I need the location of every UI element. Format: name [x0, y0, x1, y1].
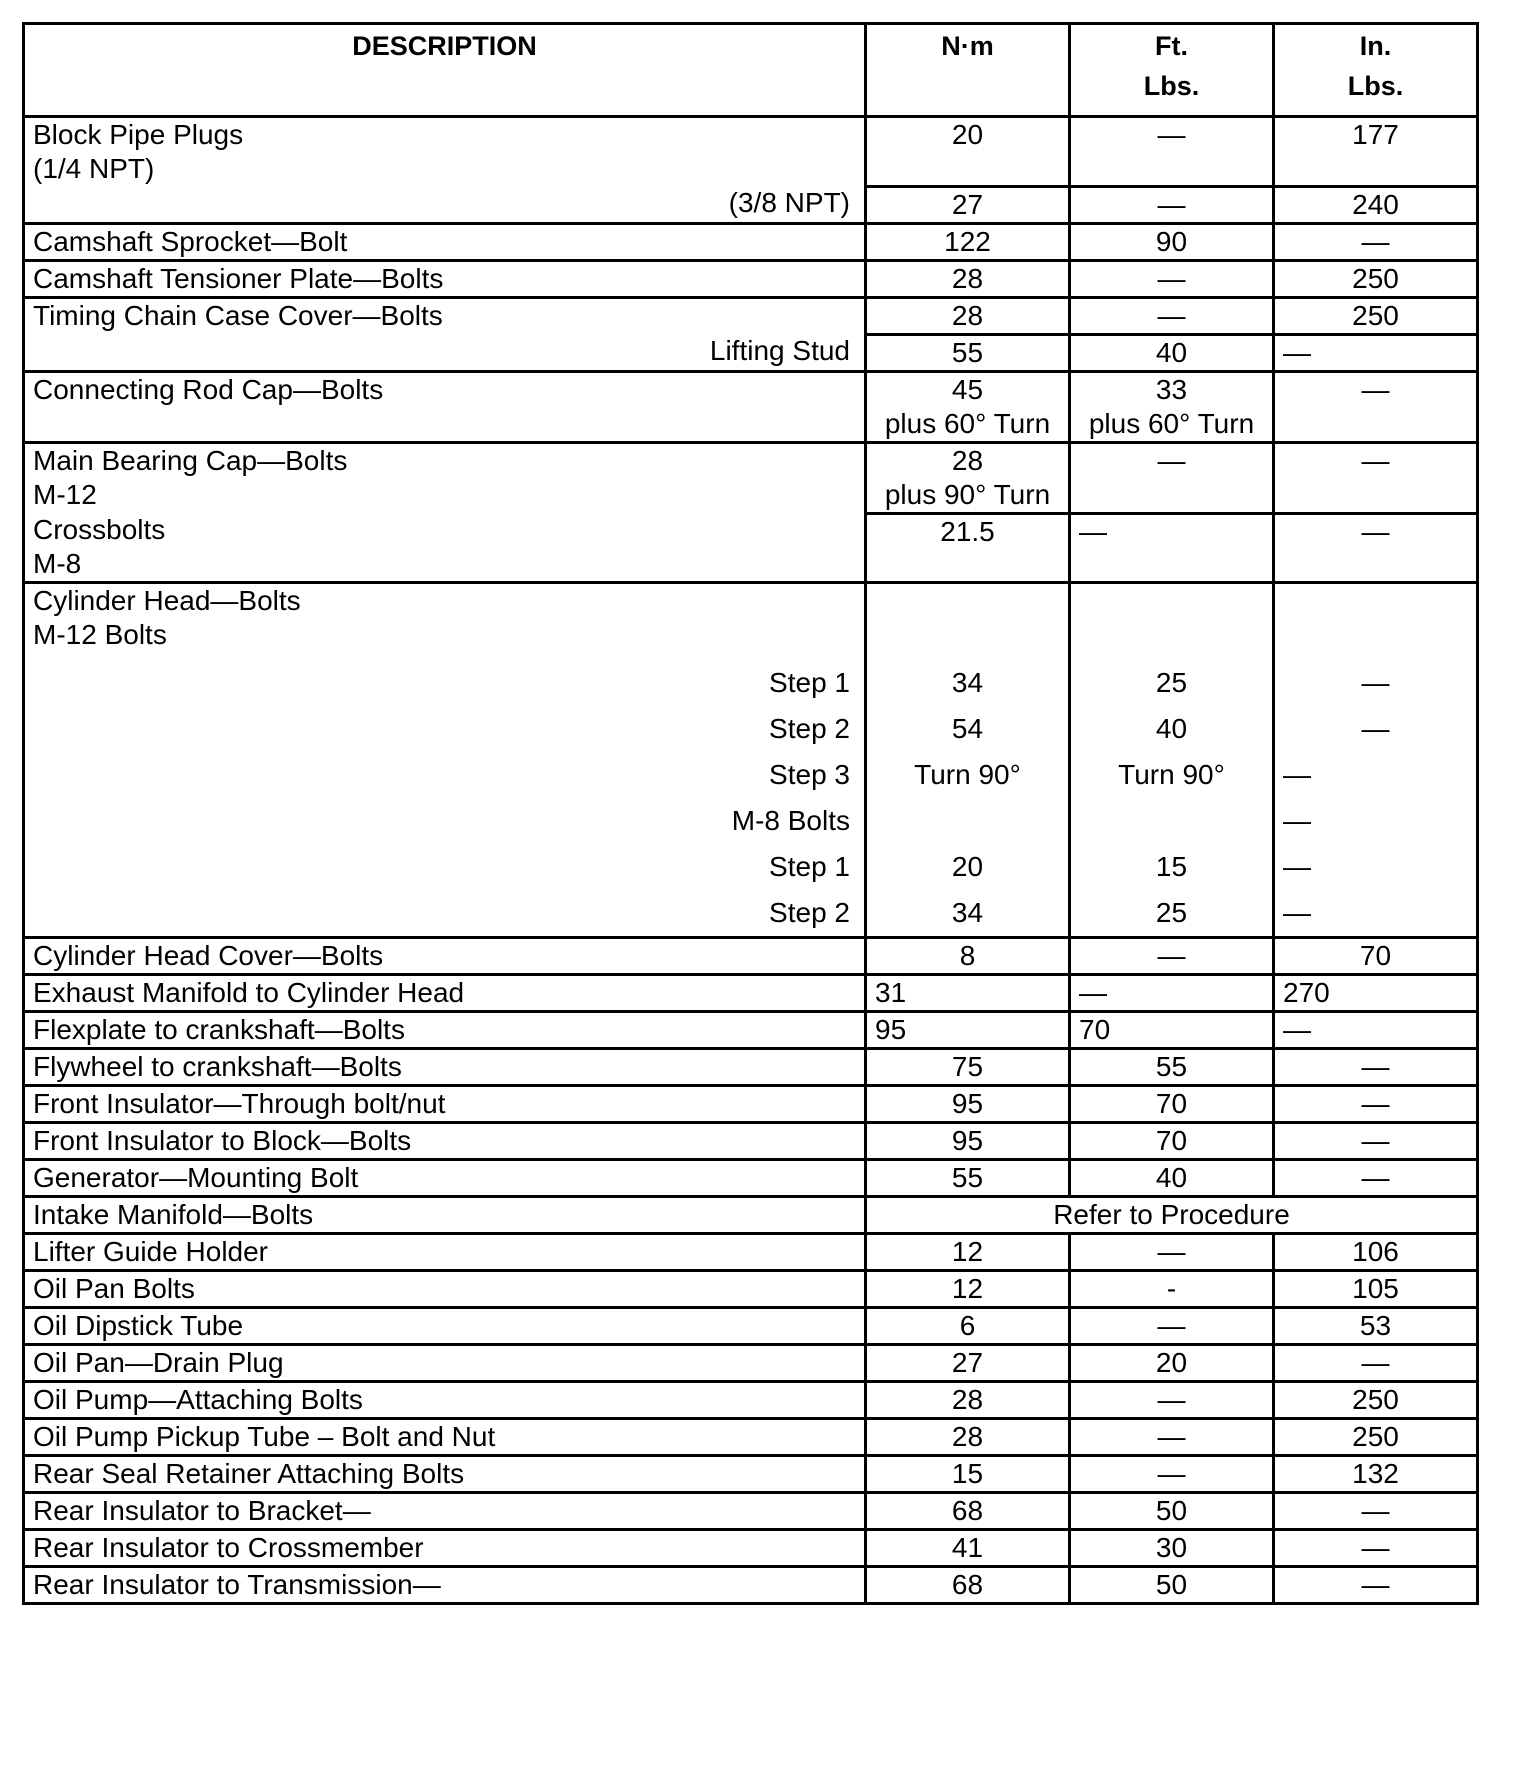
- row-description: Flexplate to crankshaft—Bolts: [24, 1012, 866, 1049]
- row-description: Rear Seal Retainer Attaching Bolts: [24, 1456, 866, 1493]
- ft-value: —: [1070, 260, 1274, 297]
- nm-value: 95: [866, 1012, 1070, 1049]
- row-description: Oil Dipstick Tube: [24, 1308, 866, 1345]
- table-row: [24, 117, 1478, 187]
- in-value: —: [1274, 371, 1478, 442]
- in-value: —: [1283, 805, 1311, 836]
- table-row: [24, 975, 1478, 1012]
- nm-value: 95: [866, 1086, 1070, 1123]
- header-in-lbs: In. Lbs.: [1274, 24, 1478, 117]
- nm-value: 15: [866, 1456, 1070, 1493]
- row-description: Flywheel to crankshaft—Bolts: [24, 1049, 866, 1086]
- ft-value: —: [1070, 442, 1274, 513]
- ft-value: —: [1070, 186, 1274, 223]
- row-description: Oil Pan—Drain Plug: [24, 1345, 866, 1382]
- table-row: [24, 223, 1478, 260]
- in-value: —: [1274, 1567, 1478, 1604]
- row-description: Intake Manifold—Bolts: [24, 1197, 866, 1234]
- row-description: Main Bearing Cap—Bolts: [33, 444, 348, 476]
- nm-value: 28: [866, 260, 1070, 297]
- in-value: —: [1274, 1049, 1478, 1086]
- nm-value: 55: [866, 1160, 1070, 1197]
- ft-value: [1079, 798, 1264, 844]
- ft-value: 70: [1070, 1012, 1274, 1049]
- table-row: [24, 260, 1478, 297]
- in-value: —: [1274, 442, 1478, 513]
- row-description: Cylinder Head—Bolts: [33, 585, 301, 616]
- row-description: Connecting Rod Cap—Bolts: [24, 371, 866, 442]
- in-value: —: [1274, 1012, 1478, 1049]
- ft-value: 33: [1155, 373, 1188, 405]
- nm-value: 68: [866, 1493, 1070, 1530]
- row-description: Front Insulator—Through bolt/nut: [24, 1086, 866, 1123]
- ft-value: —: [1070, 297, 1274, 334]
- ft-value: —: [1070, 975, 1274, 1012]
- row-description: Oil Pan Bolts: [24, 1271, 866, 1308]
- nm-value: 27: [866, 1345, 1070, 1382]
- table-row: [24, 1567, 1478, 1604]
- row-description-sub: M-12 Bolts: [33, 619, 167, 650]
- ft-value: —: [1070, 117, 1274, 187]
- table-row: [24, 186, 1478, 223]
- in-value: —: [1274, 223, 1478, 260]
- nm-value: 122: [866, 223, 1070, 260]
- in-value: —: [1274, 1345, 1478, 1382]
- ft-value: 40: [1155, 713, 1188, 744]
- ft-value: 20: [1070, 1345, 1274, 1382]
- ft-value: 40: [1070, 334, 1274, 371]
- table-row: [24, 1197, 1478, 1234]
- ft-value: —: [1070, 1382, 1274, 1419]
- ft-value: —: [1070, 1419, 1274, 1456]
- in-value: 240: [1274, 186, 1478, 223]
- table-row: [24, 1345, 1478, 1382]
- ft-value: —: [1070, 1308, 1274, 1345]
- ft-value: 50: [1070, 1567, 1274, 1604]
- table-row: [24, 1530, 1478, 1567]
- nm-value: 20: [866, 117, 1070, 187]
- ft-value: -: [1070, 1271, 1274, 1308]
- nm-value: 55: [866, 334, 1070, 371]
- in-value: 70: [1274, 938, 1478, 975]
- ft-value: 25: [1155, 897, 1188, 928]
- nm-value: 6: [866, 1308, 1070, 1345]
- row-description: Block Pipe Plugs: [33, 119, 244, 150]
- header-nm: N·m: [866, 24, 1070, 117]
- row-description: Lifter Guide Holder: [24, 1234, 866, 1271]
- row-description-sub: M-12: [33, 478, 97, 510]
- table-row: [24, 1049, 1478, 1086]
- table-row: [24, 1012, 1478, 1049]
- in-value: 177: [1274, 117, 1478, 187]
- table-row: [24, 371, 1478, 442]
- in-value: —: [1361, 667, 1390, 698]
- nm-value: 54: [951, 713, 984, 744]
- table-row: [24, 1271, 1478, 1308]
- table-row: [24, 1419, 1478, 1456]
- nm-value: 21.5: [866, 513, 1070, 583]
- table-row: [24, 938, 1478, 975]
- ft-value: 70: [1070, 1123, 1274, 1160]
- row-description-sub: M-8: [33, 548, 82, 579]
- table-row: [24, 1493, 1478, 1530]
- row-description: Oil Pump Pickup Tube – Bolt and Nut: [24, 1419, 866, 1456]
- ft-value: —: [1070, 938, 1274, 975]
- nm-value: 75: [866, 1049, 1070, 1086]
- ft-value: 70: [1070, 1086, 1274, 1123]
- row-description: Front Insulator to Block—Bolts: [24, 1123, 866, 1160]
- table-row: [24, 1308, 1478, 1345]
- table-row: [24, 1086, 1478, 1123]
- nm-value: 41: [866, 1530, 1070, 1567]
- in-value: —: [1274, 1493, 1478, 1530]
- ft-value: 90: [1070, 223, 1274, 260]
- row-description: (3/8 NPT): [24, 186, 866, 223]
- nm-value: 12: [866, 1234, 1070, 1271]
- refer-to-procedure: Refer to Procedure: [866, 1197, 1478, 1234]
- in-value: 270: [1274, 975, 1478, 1012]
- nm-value-note: plus 60° Turn: [884, 407, 1051, 439]
- row-description: Rear Insulator to Crossmember: [24, 1530, 866, 1567]
- row-description: Crossbolts: [33, 514, 166, 545]
- row-description: Timing Chain Case Cover—Bolts: [24, 297, 866, 334]
- in-value: —: [1274, 1086, 1478, 1123]
- in-value: —: [1361, 713, 1390, 744]
- table-row: [24, 1456, 1478, 1493]
- row-description: Rear Insulator to Bracket—: [24, 1493, 866, 1530]
- in-value: 250: [1274, 1382, 1478, 1419]
- ft-value: —: [1070, 1456, 1274, 1493]
- step-label: M-8 Bolts: [731, 805, 850, 836]
- in-value: 132: [1274, 1456, 1478, 1493]
- nm-value: 34: [951, 667, 984, 698]
- row-description: Generator—Mounting Bolt: [24, 1160, 866, 1197]
- step-label: Step 1: [769, 851, 850, 882]
- nm-value: 28: [951, 444, 984, 476]
- table-row: [24, 334, 1478, 371]
- in-value: 105: [1274, 1271, 1478, 1308]
- row-description: Rear Insulator to Transmission—: [24, 1567, 866, 1604]
- ft-value: 50: [1070, 1493, 1274, 1530]
- step-label: Step 1: [769, 667, 850, 698]
- table-row: [24, 442, 1478, 513]
- ft-value: Turn 90°: [1118, 759, 1225, 790]
- in-value: —: [1274, 1160, 1478, 1197]
- nm-value: Turn 90°: [914, 759, 1021, 790]
- row-description: Cylinder Head Cover—Bolts: [24, 938, 866, 975]
- row-description: Camshaft Sprocket—Bolt: [24, 223, 866, 260]
- in-value: 250: [1274, 260, 1478, 297]
- in-value: —: [1283, 897, 1311, 928]
- in-value: —: [1274, 1123, 1478, 1160]
- nm-value: 45: [951, 373, 984, 405]
- ft-value: 30: [1070, 1530, 1274, 1567]
- torque-specifications-table: [22, 22, 1479, 1605]
- step-label: Step 2: [769, 713, 850, 744]
- nm-value: 68: [866, 1567, 1070, 1604]
- nm-value: 28: [866, 1382, 1070, 1419]
- nm-value: [875, 798, 1060, 844]
- in-value: 106: [1274, 1234, 1478, 1271]
- row-description: Lifting Stud: [24, 334, 866, 371]
- ft-value: —: [1070, 1234, 1274, 1271]
- step-label: Step 3: [769, 759, 850, 790]
- in-value: —: [1274, 334, 1478, 371]
- ft-value: —: [1070, 513, 1274, 583]
- table-row: [24, 1382, 1478, 1419]
- ft-value: 40: [1070, 1160, 1274, 1197]
- nm-value: 31: [866, 975, 1070, 1012]
- in-value: —: [1274, 513, 1478, 583]
- in-value: 53: [1274, 1308, 1478, 1345]
- table-row: [24, 1160, 1478, 1197]
- nm-value: 20: [951, 851, 984, 882]
- ft-value-note: plus 60° Turn: [1088, 407, 1255, 439]
- ft-value: 55: [1070, 1049, 1274, 1086]
- header-ft-lbs: Ft. Lbs.: [1070, 24, 1274, 117]
- in-value: —: [1283, 759, 1311, 790]
- ft-value: 15: [1155, 851, 1188, 882]
- table-row: [24, 1123, 1478, 1160]
- in-value: 250: [1274, 1419, 1478, 1456]
- in-value: —: [1283, 851, 1311, 882]
- header-description: DESCRIPTION: [24, 24, 866, 117]
- nm-value: 12: [866, 1271, 1070, 1308]
- nm-value-note: plus 90° Turn: [884, 478, 1051, 510]
- table-row-cylinder-head: [24, 583, 1478, 938]
- header-row: [24, 24, 1478, 117]
- nm-value: 34: [951, 897, 984, 928]
- row-description: Oil Pump—Attaching Bolts: [24, 1382, 866, 1419]
- table-row: [24, 1234, 1478, 1271]
- table-row: [24, 513, 1478, 583]
- nm-value: 95: [866, 1123, 1070, 1160]
- step-label: Step 2: [769, 897, 850, 928]
- nm-value: 27: [866, 186, 1070, 223]
- row-description-sub: (1/4 NPT): [33, 153, 155, 184]
- in-value: 250: [1274, 297, 1478, 334]
- ft-value: 25: [1155, 667, 1188, 698]
- nm-value: 28: [866, 297, 1070, 334]
- in-value: —: [1274, 1530, 1478, 1567]
- nm-value: 28: [866, 1419, 1070, 1456]
- row-description: Exhaust Manifold to Cylinder Head: [24, 975, 866, 1012]
- row-description: Camshaft Tensioner Plate—Bolts: [24, 260, 866, 297]
- table-row: [24, 297, 1478, 334]
- nm-value: 8: [866, 938, 1070, 975]
